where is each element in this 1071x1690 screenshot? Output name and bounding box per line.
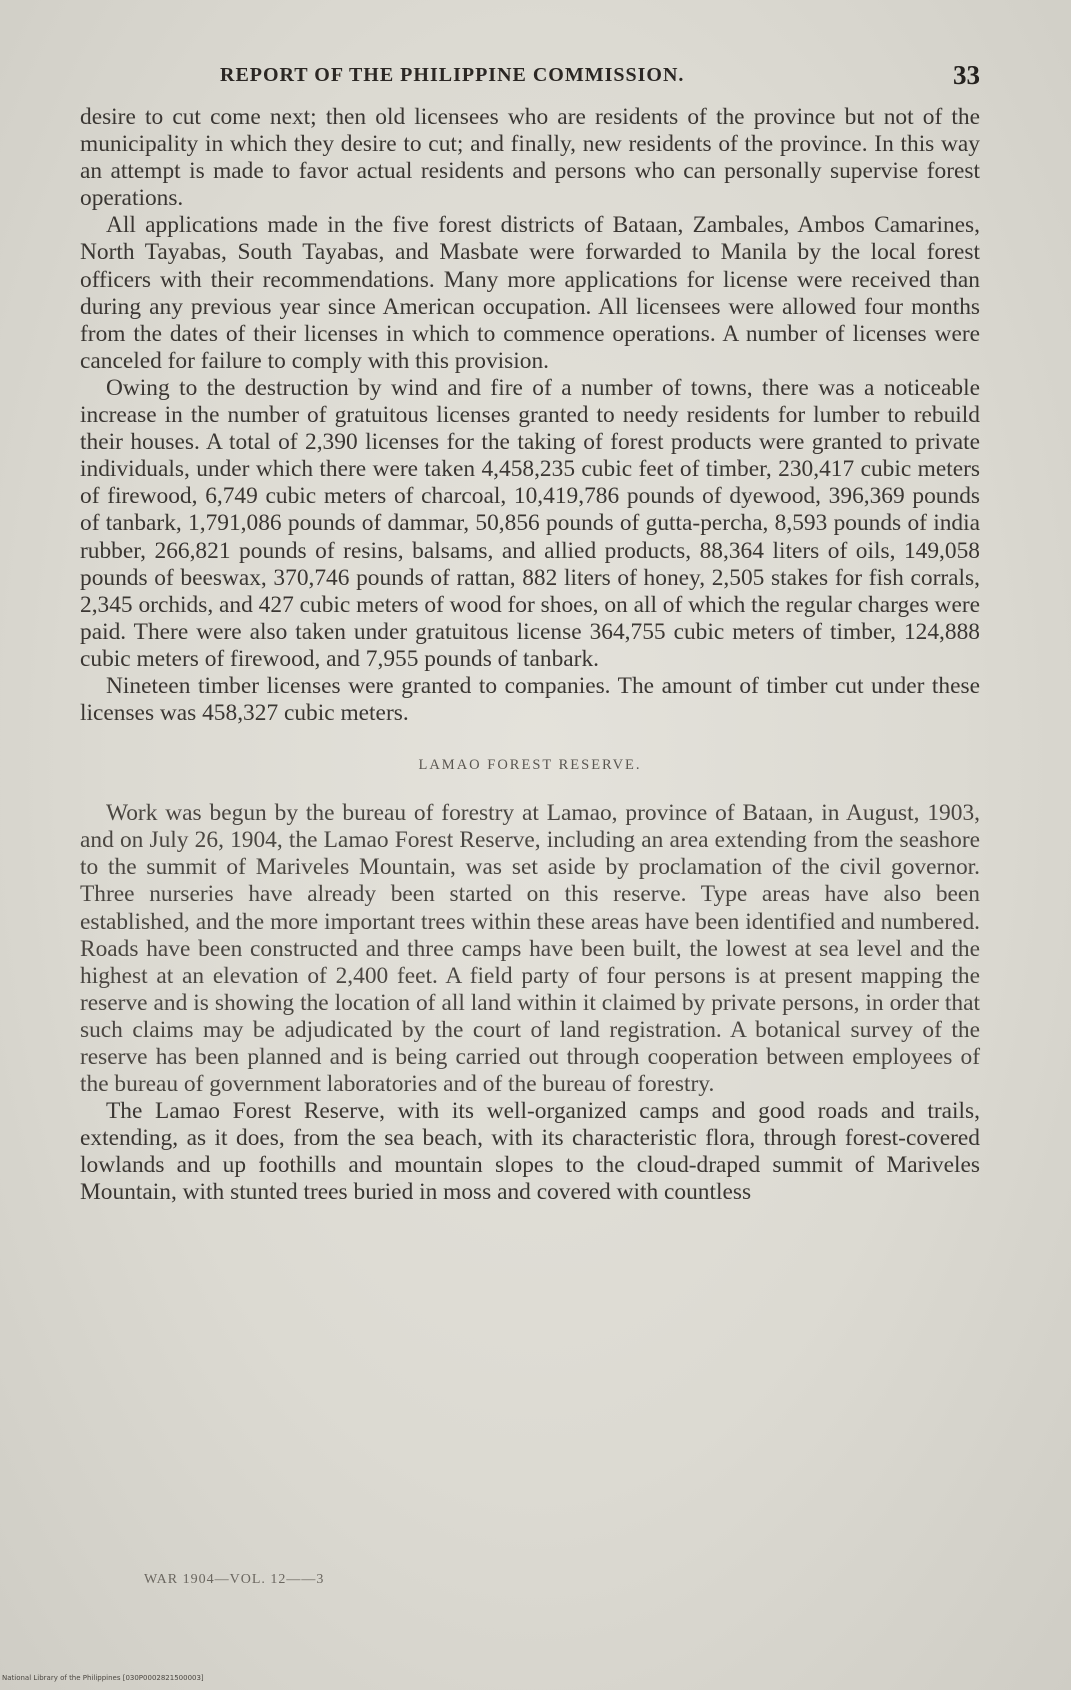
paragraph: Work was begun by the bureau of forestry at Lamao, province of Bataan, in August, 1903, and on July 26, 1904, the Lamao Forest Reserve, including an area extending from the seashore to the summit of Mariveles Mountain, was set aside by proclamation of the civil governor. Three nurseries have already been started on this reserve. Type areas have also been established, and the more important trees within these areas have been identified and numbered. Roads have been constructed and three camps have been built, the lowest at sea level and the highest at an elevation of 2,400 feet. A field party of four persons is at present mapping the reserve and is showing the location of all land within it claimed by private persons, in order that such claims may be adjudicated by the court of land registration. A botanical survey of the reserve has been planned and is being carried out through cooperation between employees of the bureau of government laboratories and of the bureau of forestry. bbox=[80, 800, 980, 1098]
paragraph: desire to cut come next; then old licensees who are residents of the province but not of the municipality in which they desire to cut; and finally, new residents of the province. In this way an attempt is made to favor actual residents and persons who can personally supervise forest operations. bbox=[80, 104, 980, 212]
paragraph: Owing to the destruction by wind and fire of a number of towns, there was a noticeable increase in the number of gratuitous licenses granted to needy residents for lumber to rebuild their houses. A total of 2,390 licenses for the taking of forest products were granted to private individuals, under which there were taken 4,458,235 cubic feet of timber, 230,417 cubic meters of firewood, 6,749 cubic meters of charcoal, 10,419,786 pounds of dyewood, 396,369 pounds of tanbark, 1,791,086 pounds of dammar, 50,856 pounds of gutta-percha, 8,593 pounds of india rubber, 266,821 pounds of resins, balsams, and allied products, 88,364 liters of oils, 149,058 pounds of beeswax, 370,746 pounds of rattan, 882 liters of honey, 2,505 stakes for fish corrals, 2,345 orchids, and 427 cubic meters of wood for shoes, on all of which the regular charges were paid. There were also taken under gratuitous license 364,755 cubic meters of timber, 124,888 cubic meters of firewood, and 7,955 pounds of tanbark. bbox=[80, 374, 980, 672]
scan-credit: National Library of the Philippines [030P0002821500003] bbox=[2, 1674, 204, 1682]
running-title: REPORT OF THE PHILIPPINE COMMISSION. bbox=[220, 64, 685, 86]
signature-mark: WAR 1904—VOL. 12——3 bbox=[144, 1572, 325, 1587]
body-text bbox=[80, 104, 980, 1207]
page-number: 33 bbox=[953, 60, 980, 90]
page-header bbox=[80, 62, 980, 94]
paragraph: Nineteen timber licenses were granted to companies. The amount of timber cut under these licenses was 458,327 cubic meters. bbox=[80, 672, 980, 727]
paragraph: The Lamao Forest Reserve, with its well-organized camps and good roads and trails, extending, as it does, from the sea beach, with its characteristic flora, through forest-covered lowlands and up foothills and mountain slopes to the cloud-draped summit of Mariveles Mountain, with stunted trees buried in moss and covered with countless bbox=[80, 1098, 980, 1206]
paragraph: All applications made in the five forest districts of Bataan, Zambales, Ambos Camarines, North Tayabas, South Tayabas, and Masbate were forwarded to Manila by the local forest officers with their recommendations. Many more applications for license were received than during any previous year since American occupation. All licensees were allowed four months from the dates of their licenses in which to commence operations. A number of licenses were canceled for failure to comply with this provision. bbox=[80, 212, 980, 374]
section-heading: LAMAO FOREST RESERVE. bbox=[418, 757, 642, 774]
